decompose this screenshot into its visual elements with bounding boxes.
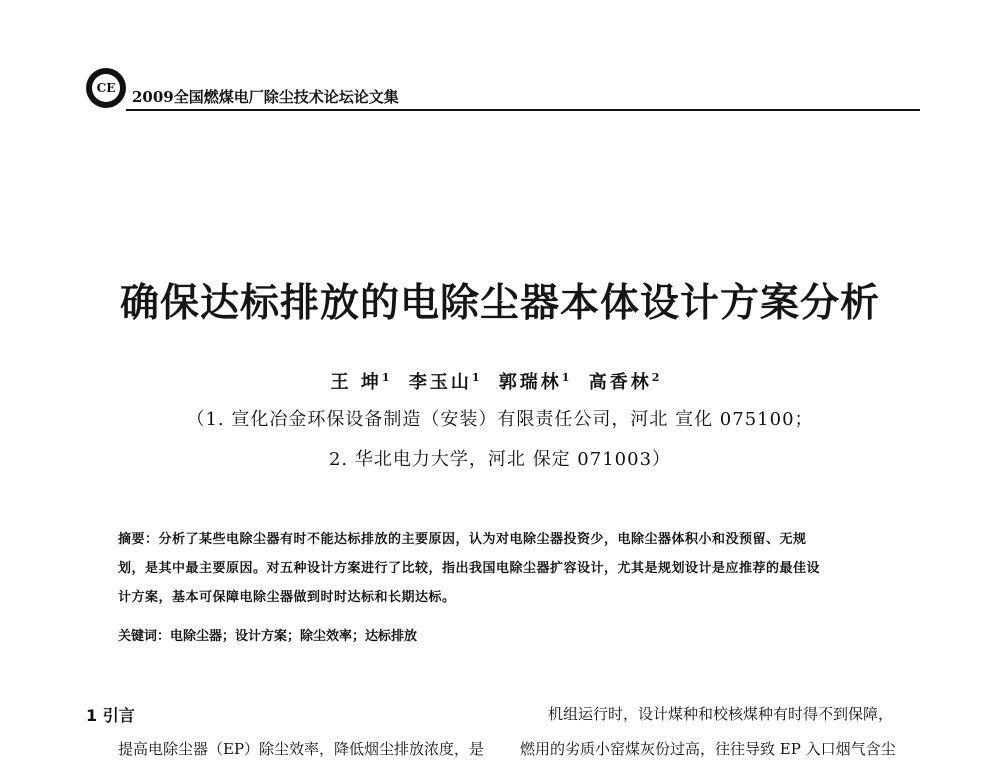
abstract-label: 摘要：: [118, 532, 159, 547]
author-name: 王 坤: [330, 372, 382, 393]
keywords-text: 电除尘器；设计方案；除尘效率；达标排放: [170, 629, 418, 644]
running-title: 2009全国燃煤电厂除尘技术论坛论文集: [132, 88, 399, 106]
keywords: [118, 625, 417, 644]
body-text-left: 提高电除尘器（EP）除尘效率，降低烟尘排放浓度，是: [118, 740, 485, 758]
author-affil-mark: 1: [561, 371, 570, 384]
logo-text: CE: [92, 74, 120, 102]
affiliation-1: （1. 宣化冶金环保设备制造（安装）有限责任公司，河北 宣化 075100；: [186, 409, 814, 430]
running-header: [86, 68, 920, 116]
author-affil-mark: 2: [651, 371, 660, 384]
abstract: [118, 525, 882, 612]
author-affil-mark: 1: [471, 371, 480, 384]
section-title: 引言: [102, 706, 135, 725]
section-heading: [86, 703, 135, 726]
abstract-line: 划，是其中最主要原因。对五种设计方案进行了比较，指出我国电除尘器扩容设计，尤其是规划设计是应推荐的最佳设: [118, 561, 821, 576]
paper-title: 确保达标排放的电除尘器本体设计方案分析: [119, 281, 880, 326]
author-name: 高香林: [588, 372, 652, 393]
keywords-label: 关键词：: [118, 629, 171, 644]
author-name: 郭瑞林: [498, 372, 562, 393]
abstract-line: 分析了某些电除尘器有时不能达标排放的主要原因，认为对电除尘器投资少，电除尘器体积小和没预留、无规: [158, 532, 807, 547]
conference-logo-icon: [86, 68, 126, 108]
author-list: [0, 368, 1000, 394]
body-text-right: 燃用的劣质小窑煤灰份过高，往往导致 EP 入口烟气含尘: [520, 740, 896, 758]
header-rule: [126, 109, 920, 111]
author-name: 李玉山: [408, 372, 472, 393]
affiliation-2: 2. 华北电力大学，河北 保定 071003）: [328, 449, 672, 470]
section-number: 1: [86, 706, 98, 725]
abstract-line: 计方案，基本可保障电除尘器做到时时达标和长期达标。: [118, 590, 456, 605]
author-affil-mark: 1: [381, 371, 390, 384]
body-text-right: 机组运行时，设计煤种和校核煤种有时得不到保障，: [548, 705, 894, 723]
